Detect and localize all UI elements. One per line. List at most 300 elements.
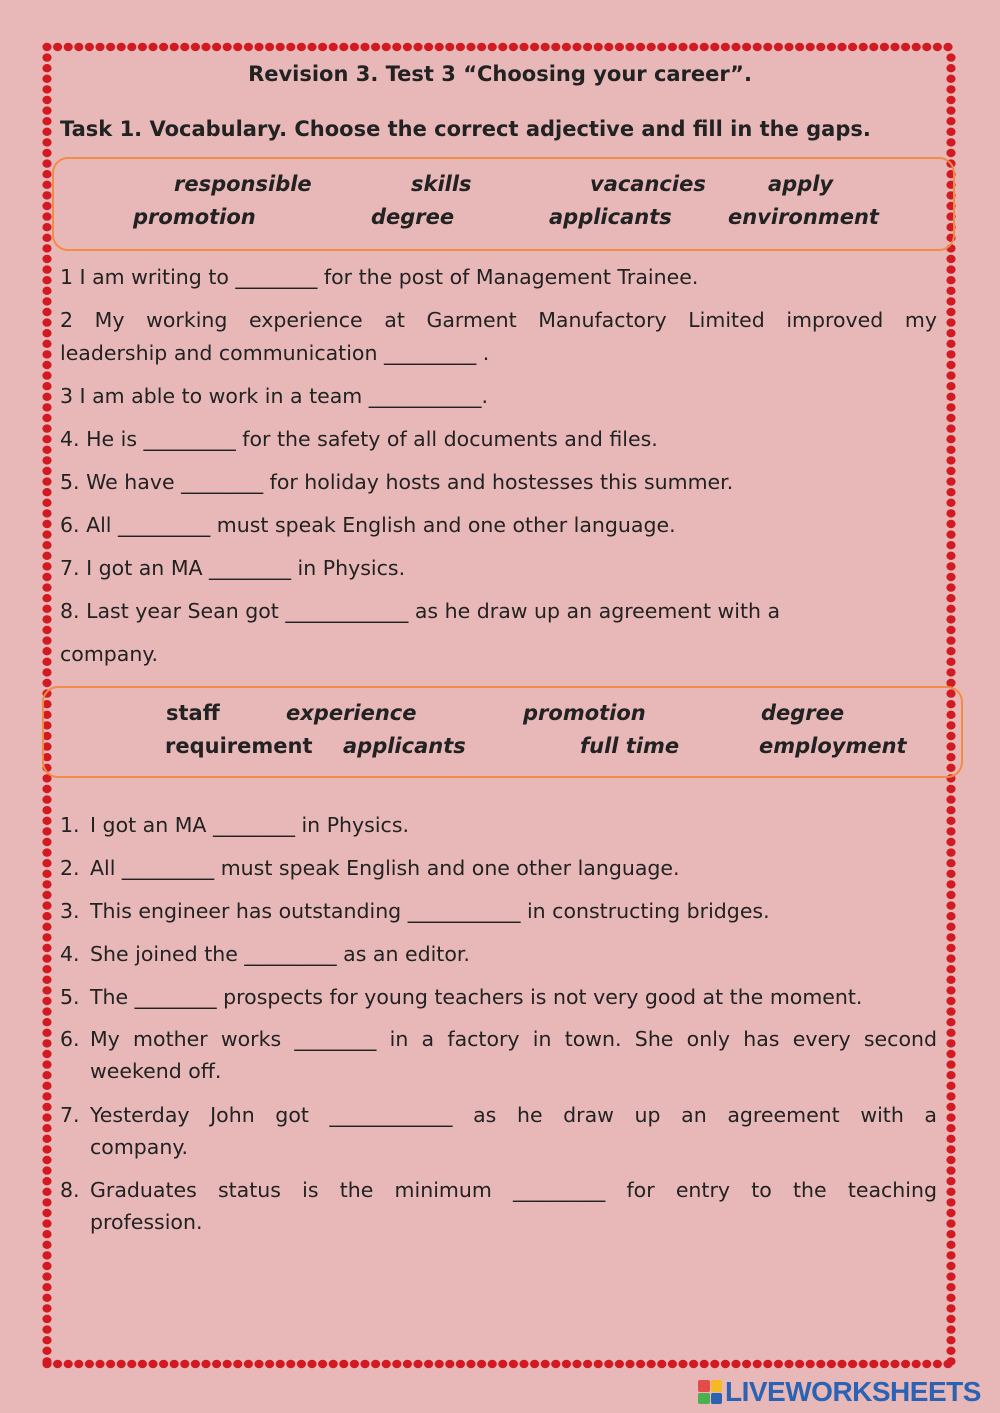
border-dot [223,1360,232,1368]
border-dot [946,509,955,517]
item-number: 2. [60,856,80,880]
border-dot [42,53,51,61]
border-dot [244,43,253,51]
word-bank-box-2 [42,686,963,778]
border-dot [816,43,825,51]
border-dot [848,43,857,51]
item-number: 7. [60,1103,80,1127]
border-dot [117,43,126,51]
border-dot [922,1360,931,1368]
border-dot [42,1039,51,1047]
border-dot [42,658,51,666]
border-dot [42,1251,51,1259]
exercise-1-sentence: 8. Last year Sean got ____________ as he draw up an agreement with a [60,599,781,623]
border-dot [806,43,815,51]
border-dot [42,976,51,984]
border-dot [42,1060,51,1068]
border-dot [519,1360,528,1368]
border-dot [42,371,51,379]
border-dot [530,43,539,51]
item-text: All _________ must speak English and one other language. [90,856,680,880]
border-dot [42,456,51,464]
border-dot [477,43,486,51]
border-dot [42,986,51,994]
border-dot [360,43,369,51]
border-dot [498,43,507,51]
border-dot [946,297,955,305]
border-dot [360,1360,369,1368]
border-dot [946,456,955,464]
border-dot [946,1156,955,1164]
border-dot [477,1360,486,1368]
border-dot [946,276,955,284]
border-dot [371,1360,380,1368]
border-dot [731,43,740,51]
border-dot [42,128,51,136]
border-dot [946,859,955,867]
border-dot [138,1360,147,1368]
item-text: My mother works ________ in a factory in town. She only has every second [90,1027,937,1051]
exercise-2-item [60,813,937,837]
border-dot [42,1135,51,1143]
border-dot [763,1360,772,1368]
border-dot [742,43,751,51]
border-dot [795,43,804,51]
border-dot [946,1294,955,1302]
border-dot [946,1241,955,1249]
border-dot [946,933,955,941]
border-dot [880,43,889,51]
border-dot [42,106,51,114]
border-dot [42,340,51,348]
border-dot [42,795,51,803]
border-dot [42,615,51,623]
border-dot [42,1357,51,1365]
border-dot [456,1360,465,1368]
border-dot [946,85,955,93]
border-dot [445,43,454,51]
border-dot [95,1360,104,1368]
border-dot [604,1360,613,1368]
border-dot [943,43,952,51]
border-dot [837,43,846,51]
border-dot [42,541,51,549]
border-dot [615,1360,624,1368]
border-dot [403,43,412,51]
border-dot [424,43,433,51]
border-dot [946,1007,955,1015]
border-dot [445,1360,454,1368]
border-dot [42,43,51,51]
border-dot [946,636,955,644]
border-dot [74,43,83,51]
border-dot [541,43,550,51]
border-dot [318,1360,327,1368]
word-bank-1-word: vacancies [590,172,706,196]
border-dot [509,1360,518,1368]
border-dot [42,1219,51,1227]
border-dot [721,43,730,51]
border-dot [498,1360,507,1368]
border-dot [946,477,955,485]
border-dot [530,1360,539,1368]
border-dot [201,43,210,51]
border-dot [42,446,51,454]
border-dot [562,1360,571,1368]
border-dot [42,626,51,634]
border-dot [466,1360,475,1368]
border-dot [946,1071,955,1079]
border-dot [42,181,51,189]
item-text-block [90,1027,937,1083]
border-dot [254,1360,263,1368]
border-dot [42,891,51,899]
border-dot [946,1315,955,1323]
border-dot [42,1166,51,1174]
word-bank-2-word: promotion [523,701,646,725]
border-dot [297,1360,306,1368]
border-dot [138,43,147,51]
item-number: 6. [60,1027,80,1051]
border-dot [42,276,51,284]
border-dot [604,43,613,51]
border-dot [159,1360,168,1368]
border-dot [721,1360,730,1368]
border-dot [946,1082,955,1090]
word-bank-1-word: apply [768,172,834,196]
border-dot [42,318,51,326]
border-dot [946,1304,955,1312]
border-dot [795,1360,804,1368]
border-dot [42,583,51,591]
border-dot [946,1113,955,1121]
border-dot [307,43,316,51]
border-dot [42,1029,51,1037]
border-dot [42,1188,51,1196]
border-dot [42,901,51,909]
item-text: Graduates status is the minimum _________ for entry to the teaching [90,1178,937,1202]
border-dot [647,43,656,51]
word-bank-1-word: environment [728,205,879,229]
border-dot [318,43,327,51]
item-number: 8. [60,1178,80,1202]
border-dot [946,827,955,835]
border-dot [572,43,581,51]
word-bank-2-word: full time [580,734,680,758]
border-dot [42,1209,51,1217]
border-dot [85,43,94,51]
item-number: 1. [60,813,80,837]
border-dot [42,1241,51,1249]
border-dot [774,1360,783,1368]
border-dot [946,1188,955,1196]
border-dot [946,1029,955,1037]
item-number: 5. [60,985,80,1009]
border-dot [42,1007,51,1015]
liveworksheets-logo [698,1376,981,1408]
border-dot [657,1360,666,1368]
border-dot [946,1166,955,1174]
border-dot [42,96,51,104]
border-dot [946,1272,955,1280]
border-dot [42,308,51,316]
border-dot [753,1360,762,1368]
word-bank-2-word: experience [286,701,417,725]
border-dot [42,679,51,687]
border-dot [946,1060,955,1068]
border-dot [466,43,475,51]
item-text: The ________ prospects for young teachers is not very good at the moment. [90,985,863,1009]
border-dot [946,340,955,348]
border-dot [869,43,878,51]
exercise-1-sentence: 7. I got an MA ________ in Physics. [60,556,406,580]
border-dot [42,117,51,125]
border-dot [42,212,51,220]
border-dot [95,43,104,51]
border-dot [42,244,51,252]
border-dot [594,1360,603,1368]
exercise-1-sentence: 5. We have ________ for holiday hosts and hostesses this summer. [60,470,734,494]
border-dot [42,859,51,867]
border-dot [946,817,955,825]
border-dot [286,1360,295,1368]
border-dot [678,43,687,51]
border-dot [42,870,51,878]
border-dot [806,1360,815,1368]
border-dot [901,1360,910,1368]
item-text-continued: weekend off. [90,1059,222,1083]
exercise-1-sentence: 6. All _________ must speak English and one other language. [60,513,676,537]
exercise-2-item [60,985,937,1009]
border-dot [946,138,955,146]
border-dot [946,350,955,358]
border-dot [42,1071,51,1079]
border-dot [233,43,242,51]
exercise-1-sentence: 3 I am able to work in a team ___________. [60,384,489,408]
border-dot [42,1304,51,1312]
border-dot [307,1360,316,1368]
border-dot [946,446,955,454]
border-dot [106,43,115,51]
exercise-2-item [60,1027,937,1083]
border-dot [946,552,955,560]
border-dot [339,1360,348,1368]
border-dot [127,43,136,51]
border-dot [371,43,380,51]
border-dot [625,43,634,51]
border-dot [424,1360,433,1368]
border-dot [946,541,955,549]
border-dot [946,1219,955,1227]
exercise-2-item [60,899,937,923]
border-dot [551,1360,560,1368]
border-dot [946,255,955,263]
border-dot [763,43,772,51]
border-dot [64,43,73,51]
item-text: I got an MA ________ in Physics. [90,813,410,837]
item-number: 3. [60,899,80,923]
border-dot [106,1360,115,1368]
border-dot [276,1360,285,1368]
border-dot [42,1082,51,1090]
border-dot [946,1092,955,1100]
border-dot [148,43,157,51]
word-bank-2-word: requirement [165,734,313,758]
item-text-continued: profession. [90,1210,203,1234]
border-dot [456,43,465,51]
border-dot [946,1177,955,1185]
border-dot [42,1325,51,1333]
border-dot [329,1360,338,1368]
border-dot [42,552,51,560]
border-dot [170,43,179,51]
border-dot [42,297,51,305]
border-dot [731,1360,740,1368]
border-dot [42,1347,51,1355]
item-text-block [90,1178,937,1234]
border-dot [710,1360,719,1368]
border-dot [946,96,955,104]
exercise-2-item [60,1103,937,1159]
border-dot [946,583,955,591]
border-dot [594,43,603,51]
border-dot [890,1360,899,1368]
border-dot [276,43,285,51]
border-dot [42,1336,51,1344]
border-dot [42,817,51,825]
border-dot [42,1113,51,1121]
border-dot [946,901,955,909]
border-dot [946,1251,955,1259]
border-dot [42,1018,51,1026]
border-dot [42,329,51,337]
border-dot [42,1294,51,1302]
border-dot [42,912,51,920]
border-dot [42,159,51,167]
border-dot [946,1209,955,1217]
border-dot [946,976,955,984]
border-dot [435,1360,444,1368]
border-dot [700,43,709,51]
border-dot [42,435,51,443]
border-dot [946,848,955,856]
border-dot [42,520,51,528]
border-dot [42,1272,51,1280]
border-dot [42,944,51,952]
border-dot [742,1360,751,1368]
border-dot [859,43,868,51]
border-dot [946,605,955,613]
border-dot [946,795,955,803]
border-dot [42,393,51,401]
border-dot [753,43,762,51]
border-dot [117,1360,126,1368]
logo-badge-icon [698,1380,722,1404]
word-bank-2-word: employment [759,734,907,758]
border-dot [946,806,955,814]
border-dot [710,43,719,51]
border-dot [946,435,955,443]
border-dot [946,265,955,273]
border-dot [127,1360,136,1368]
border-dot [191,1360,200,1368]
border-dot [946,520,955,528]
border-dot [615,43,624,51]
exercise-1-sentence: 4. He is _________ for the safety of all documents and files. [60,427,658,451]
border-dot [350,43,359,51]
border-dot [64,1360,73,1368]
border-dot [42,223,51,231]
border-dot [265,1360,274,1368]
exercise-1-sentence: 2 My working experience at Garment Manufactory Limited improved my [60,308,937,332]
border-dot [946,870,955,878]
item-text: Yesterday John got ____________ as he draw up an agreement with a [90,1103,937,1127]
border-dot [180,43,189,51]
border-dot [946,128,955,136]
border-dot [946,393,955,401]
border-dot [382,1360,391,1368]
border-dot [42,933,51,941]
border-dot [212,1360,221,1368]
border-dot [859,1360,868,1368]
item-text-continued: company. [90,1135,189,1159]
border-dot [42,138,51,146]
border-dot [42,1315,51,1323]
border-dot [413,43,422,51]
item-text: This engineer has outstanding ___________ in constructing bridges. [90,899,770,923]
border-dot [42,668,51,676]
border-dot [74,1360,83,1368]
border-dot [946,1347,955,1355]
border-dot [42,255,51,263]
word-bank-1-word: applicants [549,205,672,229]
word-bank-1-word: promotion [133,205,256,229]
border-dot [583,43,592,51]
border-dot [946,149,955,157]
border-dot [42,636,51,644]
border-dot [42,954,51,962]
border-dot [946,1230,955,1238]
border-dot [946,1198,955,1206]
border-dot [223,43,232,51]
border-dot [42,785,51,793]
border-dot [946,626,955,634]
word-bank-1-word: skills [411,172,472,196]
exercise-2-item [60,856,937,880]
border-dot [946,954,955,962]
border-dot [541,1360,550,1368]
border-dot [42,1124,51,1132]
border-dot [329,43,338,51]
word-bank-1-word: responsible [174,172,312,196]
border-dot [946,530,955,538]
border-dot [233,1360,242,1368]
border-dot [922,43,931,51]
border-dot [946,403,955,411]
border-dot [946,488,955,496]
border-dot [869,1360,878,1368]
border-dot [42,923,51,931]
border-dot [901,43,910,51]
border-dot [42,477,51,485]
border-dot [784,1360,793,1368]
border-dot [678,1360,687,1368]
word-bank-2-word: degree [761,701,845,725]
border-dot [946,329,955,337]
border-dot [668,1360,677,1368]
border-dot [946,785,955,793]
border-dot [42,530,51,538]
